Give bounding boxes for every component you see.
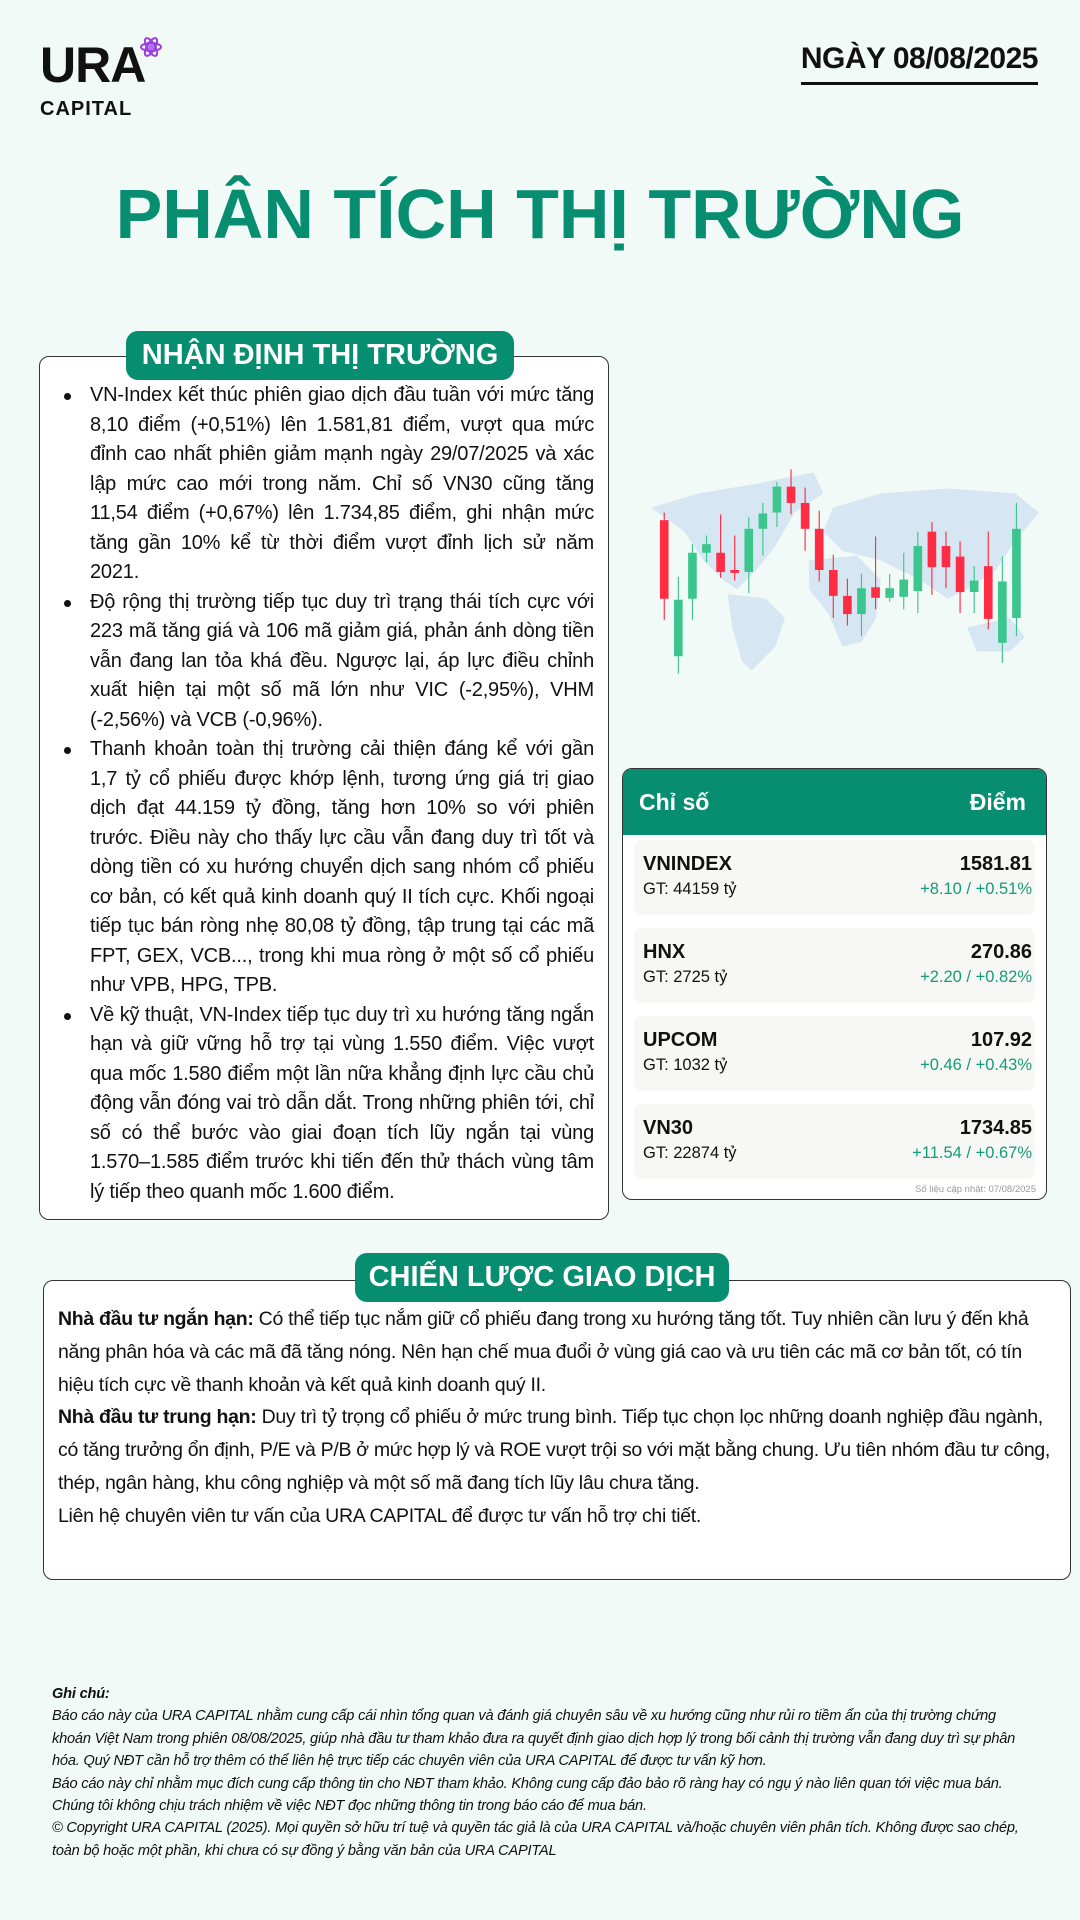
index-change: +2.20 / +0.82% <box>920 968 1032 986</box>
candle-body <box>984 566 993 619</box>
strategy-box <box>43 1280 1071 1580</box>
market-view-list <box>54 381 594 1207</box>
index-table <box>622 768 1047 1200</box>
table-row <box>634 928 1035 1003</box>
candle-body <box>885 588 894 598</box>
index-value: 107.92 <box>970 1029 1032 1051</box>
market-view-heading: NHẬN ĐỊNH THỊ TRƯỜNG <box>126 331 514 380</box>
world-map <box>651 472 1039 670</box>
candle-body <box>660 520 669 599</box>
candle-body <box>1012 529 1021 618</box>
index-value: 270.86 <box>970 941 1032 963</box>
mid-term-paragraph <box>58 1401 1060 1499</box>
candle-body <box>871 587 880 598</box>
index-value: 1734.85 <box>959 1117 1032 1139</box>
table-row <box>634 1104 1035 1179</box>
index-name: HNX <box>643 941 686 963</box>
short-term-text: Có thể tiếp tục nắm giữ cổ phiếu đang trong xu hướng tăng tốt. Tuy nhiên cần lưu ý đến khả năng phân hóa và các mã đã tăng nóng. Nên hạn chế mua đuổi ở vùng giá cao và ưu tiên các mã cơ bản tốt, có tín hiệu tích cực về thanh khoản và kết quả kinh doanh quý II. <box>58 1308 1029 1396</box>
notes-paragraph: Báo cáo này của URA CAPITAL nhằm cung cấp cái nhìn tổng quan và đánh giá chuyên sâu về xu hướng cũng như rủi ro tiềm ẩn của thị trường chứng khoán Việt Nam trong phiên 08/08/2025, giúp nhà đầu tư tham khảo đưa ra quyết định giao dịch hợp lý trong bối cảnh thị trường vẫn đang duy trì sự phân hóa. Quý NĐT cần hỗ trợ thêm có thể liên hệ trực tiếp các chuyên viên của URA CAPITAL để được tư vấn kỹ hơn. <box>52 1708 1016 1770</box>
world-map-candlestick-illustration <box>630 455 1055 685</box>
list-item: Thanh khoản toàn thị trường cải thiện đáng kể với gần 1,7 tỷ cổ phiếu được khớp lệnh, tương ứng giá trị giao dịch đạt 44.159 tỷ đồng, tăng hơn 10% so với phiên trước. Điều này cho thấy lực cầu vẫn đang duy trì tốt và dòng tiền có xu hướng chuyển dịch sang nhóm cổ phiếu cơ bản, có kết quả kinh doanh quý II tích cực. Khối ngoại tiếp tục bán ròng nhẹ 80,08 tỷ đồng, tập trung tại các mã FPT, GEX, VCB..., trong khi mua ròng ở một số cổ phiếu như VPB, HPG, TPB. <box>54 735 594 1001</box>
candle-body <box>829 570 838 596</box>
candle-body <box>730 570 739 573</box>
index-volume: GT: 1032 tỷ <box>643 1056 728 1074</box>
index-change: +8.10 / +0.51% <box>920 880 1032 898</box>
index-change: +11.54 / +0.67% <box>912 1144 1032 1162</box>
brand-sub: CAPITAL <box>40 98 133 120</box>
candle-body <box>956 557 965 592</box>
list-item: VN-Index kết thúc phiên giao dịch đầu tuần với mức tăng 8,10 điểm (+0,51%) lên 1.581,81 điểm, vượt qua mức đỉnh cao nhất phiên giảm mạnh ngày 29/07/2025 và xác lập mức cao mới trong năm. Chỉ số VN30 cũng tăng 11,54 điểm (+0,67%) lên 1.734,85 điểm, ghi nhận mức tăng gần 10% kể từ thời điểm vượt đỉnh lịch sử năm 2021. <box>54 381 594 588</box>
short-term-label: Nhà đầu tư ngắn hạn: <box>58 1308 254 1330</box>
index-value: 1581.81 <box>959 853 1032 875</box>
index-name: VNINDEX <box>643 853 732 875</box>
notes <box>52 1683 1037 1862</box>
candle-body <box>688 553 697 599</box>
candle-body <box>942 546 951 567</box>
candle-body <box>674 600 683 657</box>
table-row <box>634 840 1035 915</box>
brand-name: URA <box>40 37 146 93</box>
candle-body <box>914 546 923 591</box>
candle-body <box>702 544 711 553</box>
list-item: Độ rộng thị trường tiếp tục duy trì trạng thái tích cực với 223 mã tăng giá và 106 mã giảm giá, phản ánh dòng tiền vẫn đang lan tỏa khá đều. Ngược lại, áp lực điều chỉnh xuất hiện tại một số mã lớn như VIC (-2,95%), VHM (-2,56%) và VCB (-0,96%). <box>54 588 594 736</box>
page-title: PHÂN TÍCH THỊ TRƯỜNG <box>115 175 965 253</box>
candle-body <box>998 582 1007 643</box>
candle-body <box>801 503 810 529</box>
candle-body <box>928 532 937 567</box>
index-change: +0.46 / +0.43% <box>920 1056 1032 1074</box>
candle-body <box>773 487 782 513</box>
candle-body <box>759 513 768 528</box>
short-term-paragraph <box>58 1303 1060 1401</box>
candle-body <box>716 553 725 572</box>
col-value-header: Điểm <box>969 788 1026 815</box>
strategy-heading: CHIẾN LƯỢC GIAO DỊCH <box>355 1253 729 1302</box>
col-name-header: Chỉ số <box>639 788 710 815</box>
list-item: Về kỹ thuật, VN-Index tiếp tục duy trì xu hướng tăng ngắn hạn và giữ vững hỗ trợ tại vùng 1.550 điểm. Việc vượt qua mốc 1.580 điểm một lần nữa khẳng định lực cầu chủ động vẫn đóng vai trò dẫn dắt. Trong những phiên tới, chỉ số có thể bước vào giai đoạn tích lũy ngắn tại vùng 1.570–1.585 điểm trước khi tiến đến thử thách vùng tâm lý tiếp theo quanh mốc 1.600 điểm. <box>54 1001 594 1208</box>
candle-body <box>857 588 866 614</box>
candle-body <box>843 596 852 614</box>
index-volume: GT: 22874 tỷ <box>643 1144 737 1162</box>
report-date: NGÀY 08/08/2025 <box>801 42 1038 85</box>
candle-body <box>899 580 908 597</box>
copyright-text: © Copyright URA CAPITAL (2025). Mọi quyền sở hữu trí tuệ và quyền tác giả là của URA CAPITAL và/hoặc chuyên viên phân tích. Không được sao chép, toàn bộ hoặc một phần, khi chưa có sự đồng ý bằng văn bản của URA CAPITAL <box>52 1820 1019 1859</box>
candle-body <box>787 487 796 503</box>
market-view-box <box>39 356 609 1220</box>
mid-term-label: Nhà đầu tư trung hạn: <box>58 1406 257 1429</box>
candle-body <box>970 581 979 593</box>
atom-icon <box>140 36 162 58</box>
mid-term-text: Duy trì tỷ trọng cổ phiếu ở mức trung bình. Tiếp tục chọn lọc những doanh nghiệp đầu ngành, có tăng trưởng ổn định, P/E và P/B ở mức hợp lý và ROE vượt trội so với mặt bằng chung. Ưu tiên nhóm đầu tư công, thép, ngân hàng, khu công nghiệp và một số mã đang tích lũy lâu chưa tăng. <box>58 1406 1051 1494</box>
table-body <box>623 835 1046 1179</box>
candle-body <box>815 529 824 570</box>
table-header <box>623 769 1046 835</box>
index-volume: GT: 44159 tỷ <box>643 880 737 898</box>
index-name: UPCOM <box>643 1029 718 1051</box>
index-name: VN30 <box>643 1117 694 1139</box>
notes-heading: Ghi chú: <box>52 1686 110 1702</box>
brand-logo <box>40 37 146 121</box>
strategy-text <box>58 1303 1060 1533</box>
index-volume: GT: 2725 tỷ <box>643 968 728 986</box>
candle-body <box>744 529 753 572</box>
contact-text: Liên hệ chuyên viên tư vấn của URA CAPITAL để được tư vấn hỗ trợ chi tiết. <box>58 1504 702 1527</box>
table-row <box>634 1016 1035 1091</box>
update-footnote: Số liệu cập nhật: 07/08/2025 <box>915 1184 1036 1195</box>
notes-paragraph: Báo cáo này chỉ nhằm mục đích cung cấp thông tin cho NĐT tham khảo. Không cung cấp đảo bảo rõ ràng hay có ngụ ý nào liên quan tới việc mua bán. Chúng tôi không chịu trách nhiệm về việc NĐT đọc những thông tin trong báo cáo để mua bán. <box>52 1775 1003 1815</box>
